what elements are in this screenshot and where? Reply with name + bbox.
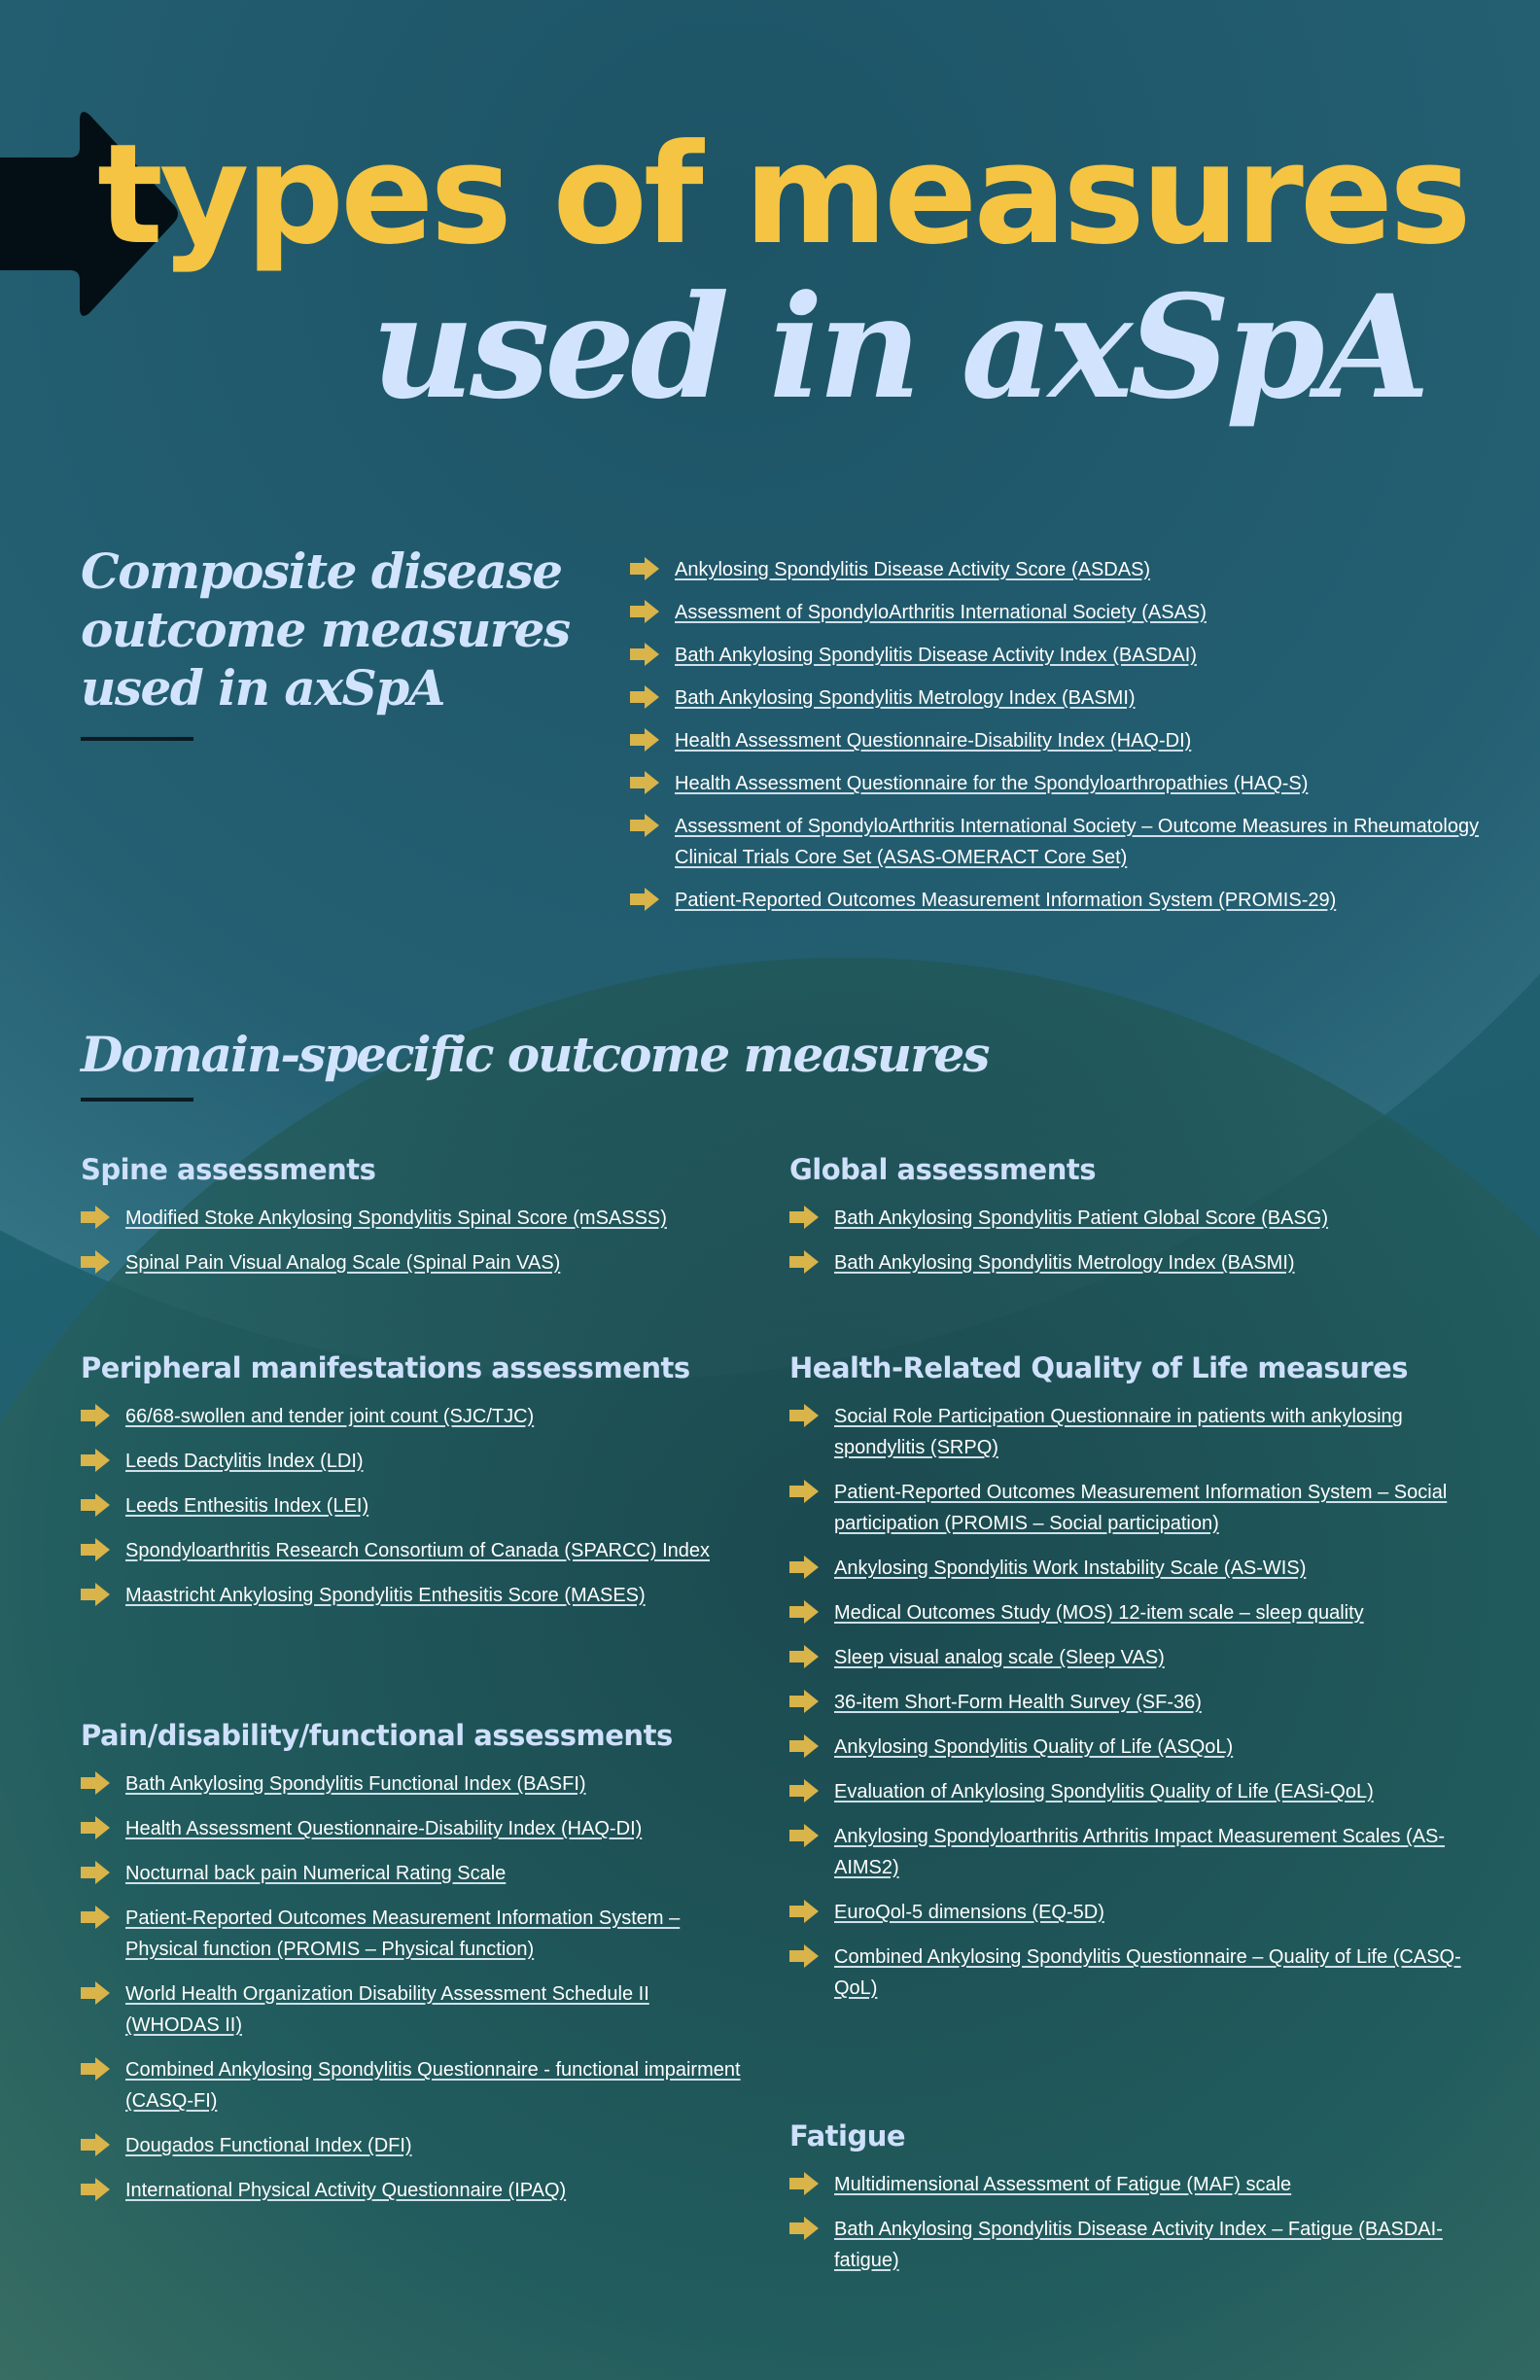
measure-link[interactable]: Health Assessment Questionnaire-Disability Index (HAQ-DI): [675, 730, 1192, 752]
list-item: [81, 2175, 742, 2206]
measure-link[interactable]: Maastricht Ankylosing Spondylitis Enthesitis Score (MASES): [125, 1585, 646, 1606]
list-item: [81, 1858, 742, 1889]
list-item: [789, 1597, 1489, 1628]
gold-right-arrow-icon: [81, 1771, 110, 1795]
composite-section-heading: Composite disease outcome measures used in axSpA: [81, 542, 570, 717]
measures-list: [789, 1203, 1489, 1278]
gold-right-arrow-icon: [630, 600, 659, 623]
gold-right-arrow-icon: [81, 1538, 110, 1561]
group-pain-disability-functional: [81, 1716, 742, 2220]
list-item: [789, 2169, 1489, 2200]
list-item: [81, 1247, 742, 1278]
measure-link[interactable]: Ankylosing Spondylitis Work Instability Scale (AS-WIS): [834, 1558, 1307, 1579]
gold-right-arrow-icon: [81, 2057, 110, 2081]
measure-link[interactable]: Bath Ankylosing Spondylitis Metrology Index (BASMI): [675, 687, 1136, 709]
list-item: [81, 2130, 742, 2161]
gold-right-arrow-icon: [81, 1583, 110, 1606]
list-item: [789, 1401, 1489, 1463]
list-item: [81, 1203, 742, 1234]
measure-link[interactable]: Modified Stoke Ankylosing Spondylitis Spinal Score (mSASSS): [125, 1208, 667, 1229]
gold-right-arrow-icon: [630, 888, 659, 911]
gold-right-arrow-icon: [81, 2178, 110, 2201]
list-item: [789, 1477, 1489, 1539]
measure-link[interactable]: Multidimensional Assessment of Fatigue (MAF) scale: [834, 2174, 1292, 2195]
page-title-line2: used in axSpA: [370, 264, 1425, 431]
list-item: [81, 1903, 742, 1965]
measure-link[interactable]: Leeds Dactylitis Index (LDI): [125, 1451, 364, 1472]
measure-link[interactable]: EuroQol-5 dimensions (EQ-5D): [834, 1902, 1104, 1923]
composite-measures-list: [630, 554, 1486, 928]
group-global-assessments: [789, 1150, 1489, 1292]
measure-link[interactable]: Bath Ankylosing Spondylitis Patient Global Score (BASG): [834, 1208, 1329, 1229]
measure-link[interactable]: Bath Ankylosing Spondylitis Disease Activity Index (BASDAI): [675, 645, 1197, 666]
measures-list: [81, 1203, 742, 1278]
list-item: [630, 768, 1486, 799]
gold-right-arrow-icon: [789, 1600, 819, 1624]
measure-link[interactable]: Social Role Participation Questionnaire in patients with ankylosing spondylitis (SRPQ): [834, 1406, 1403, 1458]
gold-right-arrow-icon: [789, 1900, 819, 1923]
measure-link[interactable]: World Health Organization Disability Assessment Schedule II (WHODAS II): [125, 1983, 649, 2036]
measure-link[interactable]: Leeds Enthesitis Index (LEI): [125, 1495, 369, 1517]
measure-link[interactable]: Combined Ankylosing Spondylitis Questionnaire - functional impairment (CASQ-FI): [125, 2059, 741, 2112]
list-item: [81, 1768, 742, 1800]
list-item: [630, 725, 1486, 756]
list-item: [81, 1401, 742, 1432]
gold-right-arrow-icon: [81, 1906, 110, 1929]
list-item: [81, 1813, 742, 1844]
list-item: [789, 1203, 1489, 1234]
measure-link[interactable]: Assessment of SpondyloArthritis International Society (ASAS): [675, 602, 1207, 623]
gold-right-arrow-icon: [81, 1250, 110, 1274]
gold-right-arrow-icon: [789, 1206, 819, 1229]
measure-link[interactable]: Bath Ankylosing Spondylitis Functional Index (BASFI): [125, 1773, 586, 1795]
list-item: [789, 1942, 1489, 2004]
gold-right-arrow-icon: [630, 728, 659, 752]
group-title: Health-Related Quality of Life measures: [789, 1351, 1409, 1384]
measures-list: [789, 2169, 1489, 2276]
measure-link[interactable]: Patient-Reported Outcomes Measurement Information System (PROMIS-29): [675, 890, 1337, 911]
gold-right-arrow-icon: [789, 1734, 819, 1758]
list-item: [789, 1247, 1489, 1278]
list-item: [789, 1821, 1489, 1883]
measures-list: [789, 1401, 1489, 2004]
heading-underline-rule: [81, 1098, 193, 1102]
list-item: [630, 640, 1486, 671]
group-title: Spine assessments: [81, 1153, 376, 1186]
measure-link[interactable]: Ankylosing Spondylitis Disease Activity Score (ASDAS): [675, 559, 1151, 580]
measure-link[interactable]: 36-item Short-Form Health Survey (SF-36): [834, 1692, 1202, 1713]
group-title: Peripheral manifestations assessments: [81, 1351, 690, 1384]
list-item: [630, 885, 1486, 916]
measure-link[interactable]: Spinal Pain Visual Analog Scale (Spinal Pain VAS): [125, 1252, 561, 1274]
gold-right-arrow-icon: [789, 1690, 819, 1713]
measure-link[interactable]: Nocturnal back pain Numerical Rating Scale: [125, 1863, 507, 1884]
list-item: [789, 2214, 1489, 2276]
list-item: [789, 1897, 1489, 1928]
measure-link[interactable]: Sleep visual analog scale (Sleep VAS): [834, 1647, 1165, 1668]
gold-right-arrow-icon: [81, 1206, 110, 1229]
gold-right-arrow-icon: [630, 685, 659, 709]
list-item: [630, 554, 1486, 585]
page-title-line1: types of measures: [97, 115, 1468, 275]
domain-section-heading: Domain-specific outcome measures: [81, 1026, 989, 1083]
gold-right-arrow-icon: [789, 2217, 819, 2240]
list-item: [630, 811, 1486, 873]
measure-link[interactable]: Spondyloarthritis Research Consortium of Canada (SPARCC) Index: [125, 1540, 711, 1561]
gold-right-arrow-icon: [789, 1944, 819, 1968]
measures-list: [81, 1401, 742, 1611]
gold-right-arrow-icon: [81, 1493, 110, 1517]
gold-right-arrow-icon: [81, 1816, 110, 1839]
group-title: Pain/disability/functional assessments: [81, 1719, 673, 1752]
measure-link[interactable]: Medical Outcomes Study (MOS) 12-item scale – sleep quality: [834, 1602, 1364, 1624]
list-item: [81, 1490, 742, 1522]
gold-right-arrow-icon: [81, 1981, 110, 2005]
list-item: [81, 1446, 742, 1477]
list-item: [789, 1732, 1489, 1763]
list-item: [789, 1553, 1489, 1584]
gold-right-arrow-icon: [81, 1449, 110, 1472]
measure-link[interactable]: Bath Ankylosing Spondylitis Disease Activity Index – Fatigue (BASDAI-fatigue): [834, 2219, 1443, 2271]
measure-link[interactable]: Assessment of SpondyloArthritis International Society – Outcome Measures in Rheumatology Clinical Trials Core Set (ASAS-OMERACT Core Set): [675, 816, 1480, 868]
list-item: [789, 1687, 1489, 1718]
gold-right-arrow-icon: [789, 1645, 819, 1668]
measure-link[interactable]: International Physical Activity Questionnaire (IPAQ): [125, 2180, 567, 2201]
measure-link[interactable]: Health Assessment Questionnaire for the Spondyloarthropathies (HAQ-S): [675, 773, 1309, 794]
measure-link[interactable]: Evaluation of Ankylosing Spondylitis Quality of Life (EASi-QoL): [834, 1781, 1374, 1802]
list-item: [81, 1978, 742, 2041]
gold-right-arrow-icon: [789, 1824, 819, 1847]
group-health-related-quality-of-life: [789, 1348, 1489, 2017]
measure-link[interactable]: Dougados Functional Index (DFI): [125, 2135, 412, 2156]
list-item: [630, 597, 1486, 628]
list-item: [81, 1535, 742, 1566]
gold-right-arrow-icon: [789, 1480, 819, 1503]
group-title: Fatigue: [789, 2119, 906, 2152]
gold-right-arrow-icon: [789, 2172, 819, 2195]
measure-link[interactable]: Health Assessment Questionnaire-Disability Index (HAQ-DI): [125, 1818, 643, 1839]
list-item: [789, 1776, 1489, 1807]
list-item: [81, 1580, 742, 1611]
list-item: [81, 2054, 742, 2117]
gold-right-arrow-icon: [630, 557, 659, 580]
measure-link[interactable]: Combined Ankylosing Spondylitis Questionnaire – Quality of Life (CASQ-QoL): [834, 1946, 1461, 1999]
gold-right-arrow-icon: [789, 1250, 819, 1274]
gold-right-arrow-icon: [81, 1404, 110, 1427]
gold-right-arrow-icon: [789, 1556, 819, 1579]
gold-right-arrow-icon: [789, 1779, 819, 1802]
measure-link[interactable]: Ankylosing Spondylitis Quality of Life (ASQoL): [834, 1736, 1234, 1758]
gold-right-arrow-icon: [630, 771, 659, 794]
measure-link[interactable]: Patient-Reported Outcomes Measurement Information System – Social participation (PROMIS – Social participation): [834, 1482, 1448, 1534]
gold-right-arrow-icon: [630, 643, 659, 666]
list-item: [630, 682, 1486, 714]
group-fatigue: [789, 2117, 1489, 2290]
group-peripheral-manifestations: [81, 1348, 742, 1625]
gold-right-arrow-icon: [789, 1404, 819, 1427]
group-title: Global assessments: [789, 1153, 1096, 1186]
measure-link[interactable]: Patient-Reported Outcomes Measurement Information System – Physical function (PROMIS – Physical function): [125, 1908, 681, 1960]
gold-right-arrow-icon: [81, 1861, 110, 1884]
gold-right-arrow-icon: [630, 814, 659, 837]
group-spine-assessments: [81, 1150, 742, 1292]
measure-link[interactable]: 66/68-swollen and tender joint count (SJC/TJC): [125, 1406, 535, 1427]
gold-right-arrow-icon: [81, 2133, 110, 2156]
heading-underline-rule: [81, 737, 193, 741]
measures-list: [81, 1768, 742, 2206]
measure-link[interactable]: Bath Ankylosing Spondylitis Metrology Index (BASMI): [834, 1252, 1295, 1274]
list-item: [789, 1642, 1489, 1673]
measure-link[interactable]: Ankylosing Spondyloarthritis Arthritis Impact Measurement Scales (AS-AIMS2): [834, 1826, 1446, 1878]
